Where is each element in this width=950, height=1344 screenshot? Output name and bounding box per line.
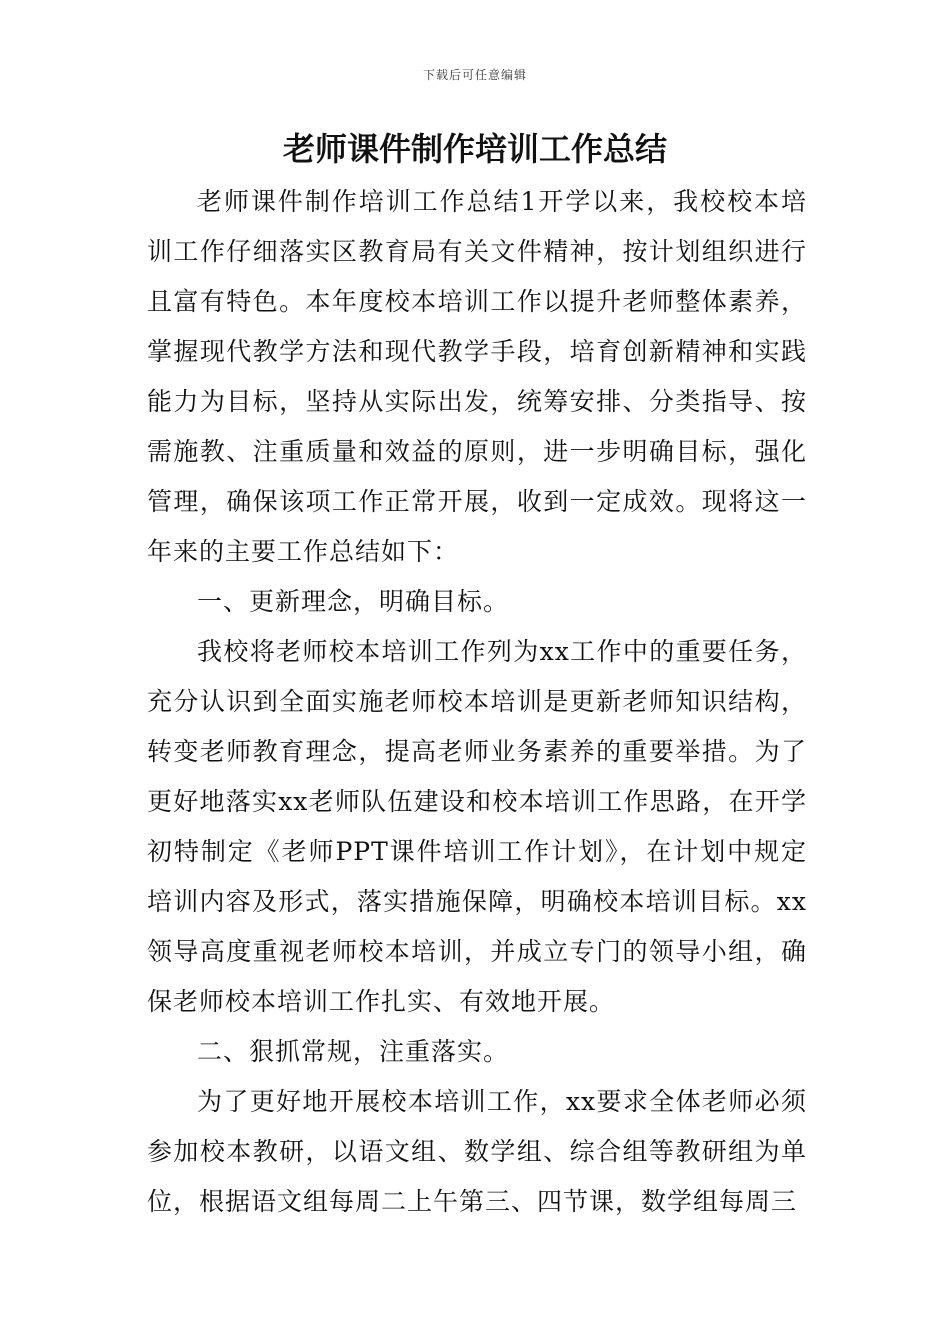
paragraph-section-2: 为了更好地开展校本培训工作，xx要求全体老师必须参加校本教研，以语文组、数学组、综合组等教研组为单位，根据语文组每周二上午第三、四节课，数学组每周三 xyxy=(147,1087,807,1216)
section-heading-1: 一、更新理念，明确目标。 xyxy=(197,587,510,616)
paragraph-intro: 老师课件制作培训工作总结1开学以来，我校校本培训工作仔细落实区教育局有关文件精神，按计划组织进行且富有特色。本年度校本培训工作以提升老师整体素养，掌握现代教学方法和现代教学手段，培育创新精神和实践能力为目标，坚持从实际出发，统筹安排、分类指导、按需施教、注重质量和效益的原则，进一步明确目标，强化管理，确保该项工作正常开展，收到一定成效。现将这一年来的主要工作总结如下： xyxy=(147,187,807,566)
header-note: 下载后可任意编辑 xyxy=(422,68,527,82)
paragraph-section-1: 我校将老师校本培训工作列为xx工作中的重要任务，充分认识到全面实施老师校本培训是更新老师知识结构，转变老师教育理念，提高老师业务素养的重要举措。为了更好地落实xx老师队伍建设和校本培训工作思路，在开学初特制定《老师PPT课件培训工作计划》，在计划中规定培训内容及形式，落实措施保障，明确校本培训目标。xx领导高度重视老师校本培训，并成立专门的领导小组，确保老师校本培训工作扎实、有效地开展。 xyxy=(147,637,807,1016)
document-body xyxy=(147,177,807,1227)
document-title: 老师课件制作培训工作总结 xyxy=(282,130,667,168)
section-heading-2: 二、狠抓常规，注重落实。 xyxy=(197,1037,510,1066)
